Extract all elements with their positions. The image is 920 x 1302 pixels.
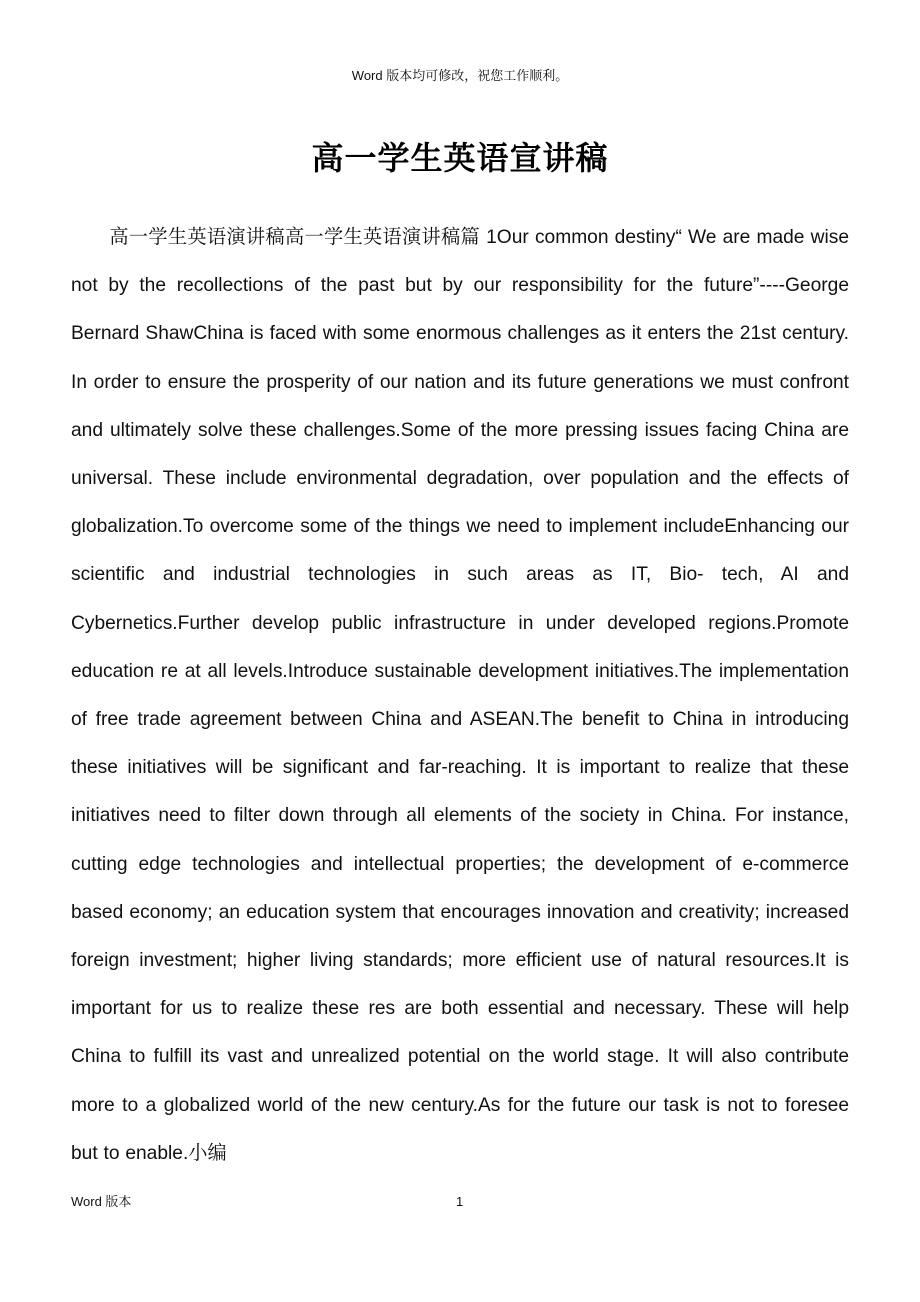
page-number: 1 [456,1194,464,1209]
body-paragraph: 高一学生英语演讲稿高一学生英语演讲稿篇 1Our common destiny“ We are made wise not by the recollections of the past but by our responsibility for the future”----George Bernard ShawChina is faced with some enormous challenges as it enters the 21st century. In order to ensure the prosperity of our nation and its future generations we must confront and ultimately solve these challenges.Some of the more pressing issues facing China are universal. These include environmental degradation, over population and the effects of globalization.To overcome some of the things we need to implement includeEnhancing our scientific and industrial technologies in such areas as IT, Bio- tech, AI and Cybernetics.Further develop public infrastructure in under developed regions.Promote education re at all levels.Introduce sustainable development initiatives.The implementation of free trade agreement between China and ASEAN.The benefit to China in introducing these initiatives will be significant and far-reaching. It is important to realize that these initiatives need to filter down through all elements of the society in China. For instance, cutting edge technologies and intellectual properties; the development of e-commerce based economy; an education system that encourages innovation and creativity; increased foreign investment; higher living standards; more efficient use of natural resources.It is important for us to realize these res are both essential and necessary. These will help China to fulfill its vast and unrealized potential on the world stage. It will also contribute more to a globalized world of the new century.As for the future our task is not to foresee but to enable.小编 [71,227,849,1164]
page-header-note: Word 版本均可修改，祝您工作顺利。 [351,68,569,83]
document-title: 高一学生英语宣讲稿 [311,139,609,177]
footer-label: Word 版本 [71,1194,132,1209]
page-footer [71,1194,849,1212]
